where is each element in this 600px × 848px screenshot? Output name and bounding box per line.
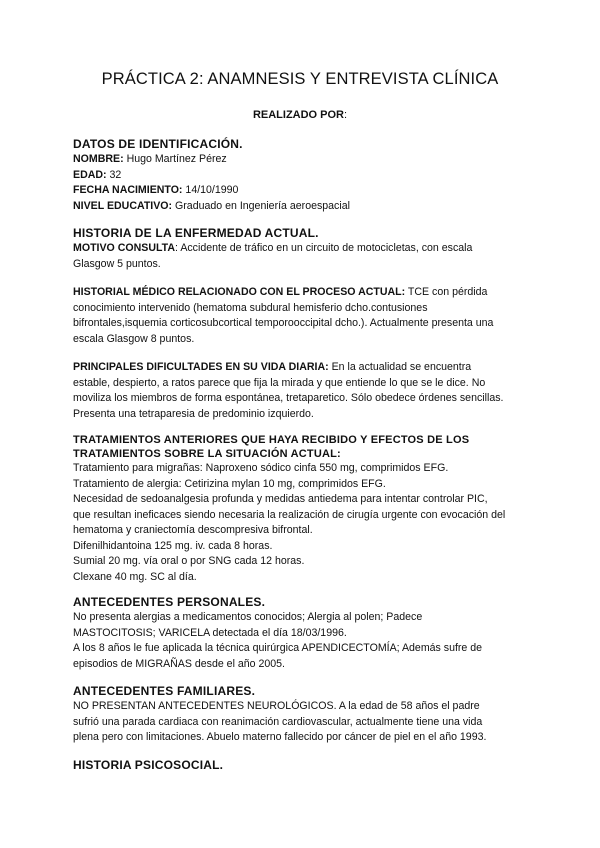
field-name: [73, 152, 533, 168]
paragraph-line: que resultan ineficaces siendo necesaria la realización de cirugía urgente con evocación del: [73, 508, 506, 521]
field-label: NIVEL EDUCATIVO:: [73, 199, 173, 212]
paragraph-line: Necesidad de sedoanalgesia profunda y medidas antiedema para intentar controlar PIC,: [73, 493, 488, 505]
paragraph-line: escala Glasgow 8 puntos.: [73, 332, 195, 345]
author-line: [0, 109, 600, 121]
field-birthdate: [73, 183, 533, 199]
field-label: MOTIVO CONSULTA: [73, 242, 176, 254]
section-medical-history: [73, 285, 533, 347]
field-value: Graduado en Ingeniería aeroespacial: [175, 199, 350, 212]
paragraph-line: estable, despierto, a ratos parece que fija la mirada y que entiende lo que se le dice. No: [73, 376, 486, 389]
paragraph-line: NO PRESENTAN ANTECEDENTES NEUROLÓGICOS. A la edad de 58 años el padre: [73, 700, 480, 712]
section-personal-history: [73, 595, 533, 672]
field-label: EDAD:: [73, 168, 107, 181]
section-identification: [73, 137, 533, 214]
paragraph-line: Clexane 40 mg. SC al día.: [73, 570, 197, 583]
section-heading: ANTECEDENTES FAMILIARES.: [73, 684, 256, 698]
page-title: PRÁCTICA 2: ANAMNESIS Y ENTREVISTA CLÍNICA: [101, 70, 499, 88]
paragraph-line: bifrontales,isquemia corticosubcortical temporooccipital dcho.). Actualmente presenta una: [73, 317, 494, 329]
section-heading: ANTECEDENTES PERSONALES.: [73, 595, 266, 609]
author-colon: :: [344, 109, 348, 121]
field-label: HISTORIAL MÉDICO RELACIONADO CON EL PROCESO ACTUAL:: [73, 286, 406, 298]
paragraph-line: [73, 241, 533, 257]
paragraph-line: Tratamiento de alergia: Cetirizina mylan 10 mg, comprimidos EFG.: [73, 477, 386, 490]
field-education: [73, 199, 533, 215]
field-value: 32: [109, 168, 122, 181]
section-treatments: [73, 433, 533, 585]
paragraph-line: [73, 360, 533, 376]
paragraph-line: [73, 285, 533, 301]
paragraph-line: moviliza los miembros de forma espontánea, tretaparetico. Sólo obedece órdenes sencillas.: [73, 392, 504, 404]
section-current-illness: [73, 226, 533, 272]
paragraph-line: plena pero con limitaciones. Abuelo materno fallecido por cáncer de piel en el año 1993.: [73, 731, 487, 743]
section-family-history: [73, 684, 533, 746]
paragraph-line: conocimiento intervenido (hematoma subdural hemisferio dcho.contusiones: [73, 301, 428, 314]
paragraph-text: TCE con pérdida: [407, 286, 488, 298]
paragraph-text: En la actualidad se encuentra: [331, 361, 472, 373]
section-psychosocial: [73, 758, 533, 773]
paragraph-line: episodios de MIGRAÑAS desde el año 2005.: [73, 657, 286, 670]
paragraph-line: Tratamiento para migrañas: Naproxeno sódico cinfa 550 mg, comprimidos EFG.: [73, 462, 449, 474]
field-label: FECHA NACIMIENTO:: [73, 184, 183, 196]
field-value: 14/10/1990: [185, 184, 239, 196]
section-heading: TRATAMIENTOS ANTERIORES QUE HAYA RECIBIDO Y EFECTOS DE LOS: [73, 434, 470, 446]
paragraph-line: Sumial 20 mg. vía oral o por SNG cada 12 horas.: [73, 555, 305, 567]
paragraph-text: : Accidente de tráfico en un circuito de motocicletas, con escala: [175, 242, 473, 254]
section-heading: DATOS DE IDENTIFICACIÓN.: [73, 137, 243, 151]
paragraph-line: No presenta alergias a medicamentos conocidos; Alergia al polen; Padece: [73, 611, 423, 623]
field-label: PRINCIPALES DIFICULTADES EN SU VIDA DIARIA:: [73, 361, 329, 373]
paragraph-line: Difenilhidantoina 125 mg. iv. cada 8 horas.: [73, 539, 273, 552]
paragraph-line: sufrió una parada cardiaca con reanimación cardiovascular, actualmente tiene una vida: [73, 715, 483, 728]
field-value: Hugo Martínez Pérez: [126, 153, 227, 165]
author-label: REALIZADO POR: [252, 109, 344, 121]
paragraph-line: MASTOCITOSIS; VARICELA detectada el día 18/03/1996.: [73, 626, 347, 639]
paragraph-line: A los 8 años le fue aplicada la técnica quirúrgica APENDICECTOMÍA; Además sufre de: [73, 642, 483, 654]
section-heading: TRATAMIENTOS SOBRE LA SITUACIÓN ACTUAL:: [73, 448, 341, 460]
paragraph-line: Presenta una tetraparesia de predominio izquierdo.: [73, 407, 314, 420]
section-heading: HISTORIA DE LA ENFERMEDAD ACTUAL.: [73, 226, 319, 240]
paragraph-line: Glasgow 5 puntos.: [73, 257, 161, 270]
paragraph-line: hematoma y craniectomía descompresiva bifrontal.: [73, 524, 313, 536]
field-label: NOMBRE:: [73, 153, 124, 165]
section-difficulties: [73, 360, 533, 422]
field-age: [73, 168, 533, 184]
section-heading: HISTORIA PSICOSOCIAL.: [73, 758, 224, 772]
